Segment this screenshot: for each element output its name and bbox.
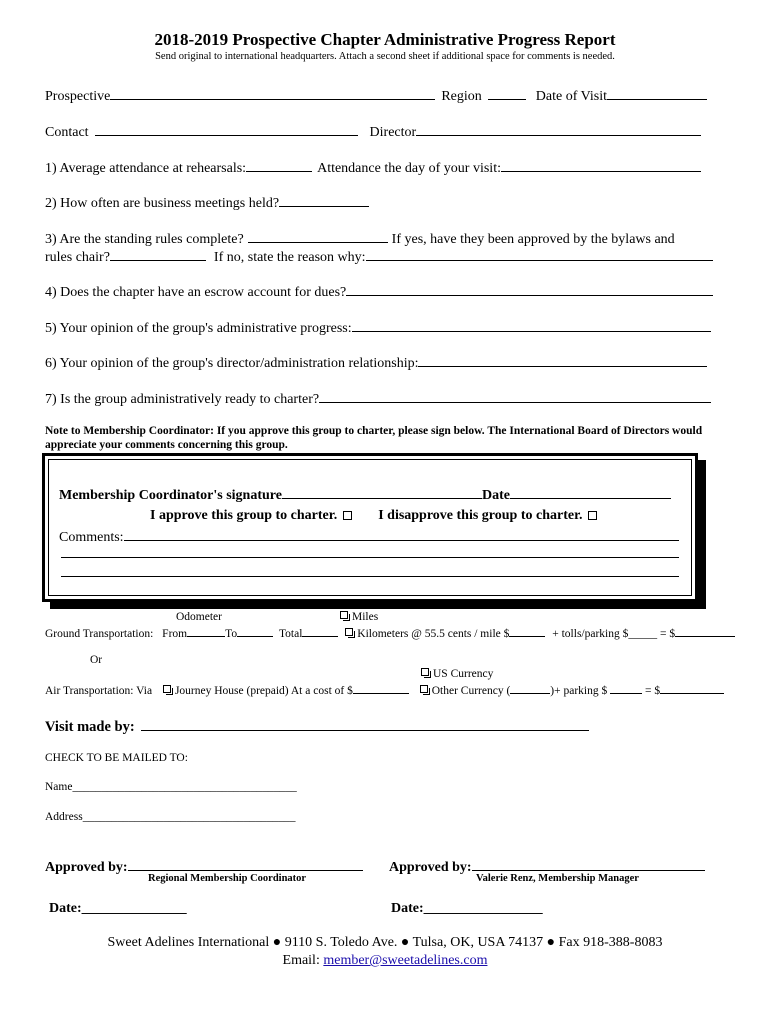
air-transport-label: Air Transportation: Via bbox=[45, 685, 153, 697]
signature-label: Membership Coordinator's signature bbox=[59, 488, 282, 503]
disapprove-label: I disapprove this group to charter. bbox=[378, 508, 583, 523]
approve-checkbox[interactable] bbox=[343, 511, 352, 520]
question-6 bbox=[45, 352, 707, 372]
from-label: From bbox=[162, 628, 188, 640]
other-currency-field[interactable] bbox=[510, 683, 550, 694]
ground-transport-row bbox=[45, 626, 725, 640]
footer-email-label: Email: bbox=[282, 953, 320, 968]
ground-total-field[interactable] bbox=[675, 626, 735, 637]
question-7 bbox=[45, 388, 711, 408]
question-4 bbox=[45, 281, 713, 301]
membership-manager-caption: Valerie Renz, Membership Manager bbox=[476, 873, 639, 884]
total-label: Total bbox=[278, 628, 303, 640]
date-left-field[interactable]: Date:_______________ bbox=[49, 901, 187, 916]
air-total-field[interactable] bbox=[660, 683, 724, 694]
other-currency-checkbox[interactable] bbox=[420, 685, 428, 693]
coordinator-note: Note to Membership Coordinator: If you approve this group to charter, please sign below. The International Board of Directors would appreciate your comments concerning this group. bbox=[45, 425, 703, 451]
q5-label: 5) Your opinion of the group's administrative progress: bbox=[45, 321, 352, 336]
to-field[interactable] bbox=[237, 626, 273, 637]
footer-address: Sweet Adelines International ● 9110 S. Toledo Ave. ● Tulsa, OK, USA 74137 ● Fax 918-388-8083 bbox=[107, 935, 663, 950]
mailing-heading: CHECK TO BE MAILED TO: bbox=[45, 752, 188, 764]
visit-made-by-label: Visit made by: bbox=[45, 719, 135, 735]
to-label: To bbox=[225, 628, 238, 640]
question-5 bbox=[45, 317, 711, 337]
question-3 bbox=[45, 228, 715, 248]
q2-label: 2) How often are business meetings held? bbox=[45, 196, 280, 211]
page-subtitle: Send original to international headquarters. Attach a second sheet if additional space for comments is needed. bbox=[155, 51, 615, 62]
q6-field[interactable] bbox=[418, 352, 707, 367]
prospective-field[interactable] bbox=[110, 85, 435, 100]
q4-label: 4) Does the chapter have an escrow account for dues? bbox=[45, 285, 347, 300]
air-parking-field[interactable] bbox=[610, 683, 642, 694]
q1-rehearsal-field[interactable] bbox=[246, 157, 312, 172]
approved-by-regional-label: Approved by: bbox=[45, 860, 128, 875]
q3-approved-label: If yes, have they been approved by the bylaws and bbox=[391, 232, 675, 247]
approve-label: I approve this group to charter. bbox=[150, 508, 338, 523]
mailing-address-field[interactable]: Address_____________________________________ bbox=[45, 811, 296, 823]
odometer-label: Odometer bbox=[176, 611, 222, 623]
contact-field[interactable] bbox=[95, 121, 358, 136]
ground-transport-label: Ground Transportation: bbox=[45, 628, 154, 640]
q7-label: 7) Is the group administratively ready to charter? bbox=[45, 392, 320, 407]
comments-field-2[interactable] bbox=[61, 557, 679, 558]
from-field[interactable] bbox=[187, 626, 225, 637]
air-transport-row bbox=[45, 683, 725, 697]
q1-label: 1) Average attendance at rehearsals: bbox=[45, 161, 247, 176]
question-2 bbox=[45, 192, 369, 212]
signature-field[interactable] bbox=[282, 484, 482, 499]
approved-by-manager-label: Approved by: bbox=[389, 860, 472, 875]
visit-made-by-row bbox=[45, 716, 589, 736]
q1-visit-label: Attendance the day of your visit: bbox=[317, 161, 501, 176]
q7-field[interactable] bbox=[319, 388, 711, 403]
q4-field[interactable] bbox=[346, 281, 713, 296]
air-equals-label: = $ bbox=[644, 685, 661, 697]
director-field[interactable] bbox=[416, 121, 701, 136]
approve-row bbox=[150, 508, 600, 524]
region-label: Region bbox=[441, 89, 482, 104]
q3-field[interactable] bbox=[248, 228, 388, 243]
q3-rules-chair-label: rules chair? bbox=[45, 250, 110, 265]
rate-field[interactable] bbox=[509, 626, 545, 637]
footer-email-row bbox=[0, 953, 770, 969]
question-1 bbox=[45, 157, 701, 177]
us-currency-option[interactable] bbox=[421, 668, 493, 680]
kilometers-checkbox[interactable] bbox=[345, 628, 353, 636]
journey-house-checkbox[interactable] bbox=[163, 685, 171, 693]
other-currency-label: Other Currency ( bbox=[431, 685, 511, 697]
date-of-visit-label: Date of Visit bbox=[535, 89, 608, 104]
question-3-cont bbox=[45, 246, 713, 266]
visit-made-by-field[interactable] bbox=[141, 716, 589, 731]
comments-row bbox=[59, 526, 679, 546]
comments-label: Comments: bbox=[59, 530, 124, 545]
q5-field[interactable] bbox=[352, 317, 711, 332]
q3-reason-field[interactable] bbox=[366, 246, 713, 261]
disapprove-checkbox[interactable] bbox=[588, 511, 597, 520]
miles-option[interactable] bbox=[340, 611, 378, 623]
q6-label: 6) Your opinion of the group's director/administration relationship: bbox=[45, 356, 419, 371]
footer-email-link[interactable]: member@sweetadelines.com bbox=[323, 953, 488, 968]
us-currency-label: US Currency bbox=[433, 668, 494, 680]
q3-rules-chair-field[interactable] bbox=[110, 246, 206, 261]
or-label: Or bbox=[90, 654, 103, 666]
signature-row bbox=[59, 484, 671, 504]
approved-by-manager-field[interactable] bbox=[472, 856, 705, 871]
director-label: Director bbox=[369, 125, 417, 140]
row-prospective bbox=[45, 85, 707, 105]
regional-coordinator-caption: Regional Membership Coordinator bbox=[148, 873, 307, 884]
journey-house-label: Journey House (prepaid) At a cost of $ bbox=[174, 685, 353, 697]
row-contact bbox=[45, 121, 701, 141]
kilometers-label: Kilometers @ 55.5 cents / mile $ bbox=[357, 628, 510, 640]
q1-visit-field[interactable] bbox=[501, 157, 701, 172]
total-field[interactable] bbox=[302, 626, 338, 637]
region-field[interactable] bbox=[488, 85, 526, 100]
comments-field-3[interactable] bbox=[61, 576, 679, 577]
miles-checkbox[interactable] bbox=[340, 611, 348, 619]
comments-field-1[interactable] bbox=[124, 526, 679, 541]
signature-date-label: Date bbox=[481, 488, 510, 503]
air-parking-label: )+ parking $ bbox=[550, 685, 608, 697]
prospective-label: Prospective bbox=[45, 89, 111, 104]
signature-date-field[interactable] bbox=[510, 484, 671, 499]
contact-label: Contact bbox=[45, 125, 89, 140]
page-title: 2018-2019 Prospective Chapter Administrative Progress Report bbox=[154, 30, 616, 49]
date-right-field[interactable]: Date:_________________ bbox=[391, 901, 543, 916]
us-currency-checkbox[interactable] bbox=[421, 668, 429, 676]
air-cost-field[interactable] bbox=[353, 683, 409, 694]
date-of-visit-field[interactable] bbox=[607, 85, 707, 100]
tolls-label: + tolls/parking $_____ = $ bbox=[552, 628, 676, 640]
q3-label: 3) Are the standing rules complete? bbox=[45, 232, 244, 247]
miles-label: Miles bbox=[352, 611, 379, 623]
mailing-name-field[interactable]: Name_______________________________________ bbox=[45, 781, 297, 793]
approved-by-regional-field[interactable] bbox=[128, 856, 363, 871]
q3-reason-label: If no, state the reason why: bbox=[213, 250, 366, 265]
q2-field[interactable] bbox=[279, 192, 369, 207]
